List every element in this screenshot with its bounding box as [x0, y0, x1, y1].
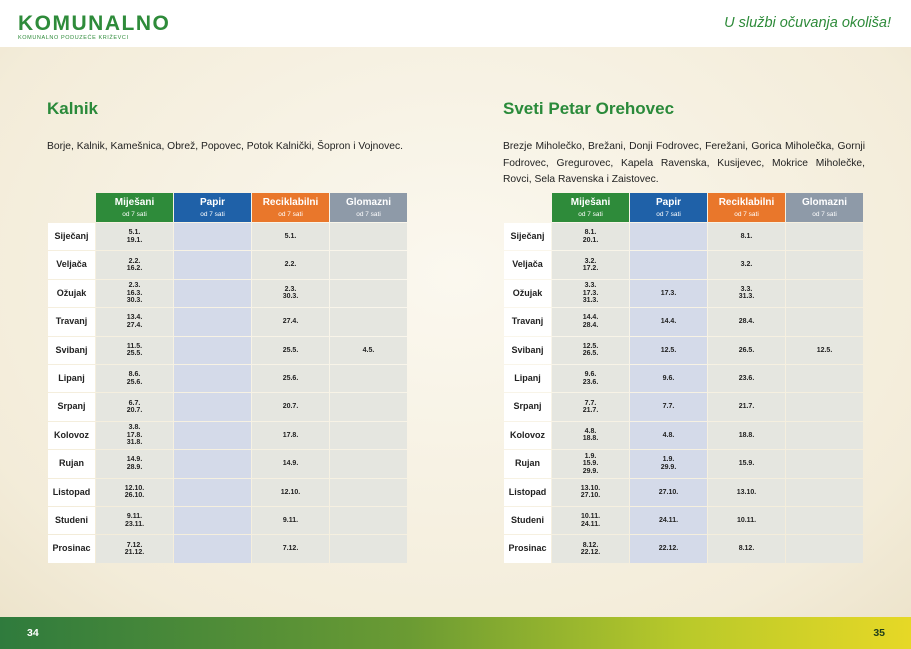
pickup-date: 14.9.	[126, 456, 143, 464]
pickup-cell	[252, 251, 329, 278]
month-label: Studeni	[504, 507, 551, 534]
pickup-cell	[252, 308, 329, 335]
pickup-cell	[708, 422, 785, 449]
month-label: Svibanj	[48, 337, 95, 364]
pickup-cell	[330, 507, 407, 534]
pickup-cell	[96, 223, 173, 250]
column-header	[96, 193, 173, 222]
section-places: Brezje Miholečko, Brežani, Donji Fodrovec, Ferežani, Gorica Miholečka, Gornji Fodrovec, Gregurovec, Kapela Ravenska, Kusijevec, Mokrice Miholečke, Rovci, Sela Ravenska i Zaistovec.	[503, 141, 865, 185]
pickup-date: 8.12.	[582, 541, 599, 549]
pickup-date: 23.6.	[582, 378, 599, 386]
pickup-cell	[96, 450, 173, 477]
page-number-right: 35	[873, 627, 885, 639]
pickup-cell	[552, 223, 629, 250]
pickup-date: 5.1.	[284, 232, 297, 240]
month-label: Listopad	[48, 479, 95, 506]
table-row	[48, 535, 407, 562]
pickup-date: 20.7.	[282, 403, 299, 411]
pickup-cell	[330, 337, 407, 364]
pickup-date: 20.1.	[582, 236, 599, 244]
pickup-cell	[330, 251, 407, 278]
header-corner	[48, 193, 95, 222]
pickup-date: 26.10.	[124, 492, 145, 500]
pickup-cell	[630, 393, 707, 420]
pickup-cell	[630, 251, 707, 278]
pickup-date: 12.5.	[816, 346, 833, 354]
pickup-date: 17.3.	[660, 289, 677, 297]
pickup-date: 24.11.	[580, 520, 601, 528]
pickup-cell	[708, 393, 785, 420]
table-row	[504, 223, 863, 250]
month-label: Lipanj	[48, 365, 95, 392]
pickup-date: 13.4.	[126, 314, 143, 322]
column-time: od 7 sati	[734, 211, 759, 218]
pickup-cell	[708, 337, 785, 364]
column-time: od 7 sati	[278, 211, 303, 218]
footer-bar	[0, 617, 911, 649]
pickup-cell	[330, 308, 407, 335]
month-label: Veljača	[48, 251, 95, 278]
pickup-date: 3.3.	[584, 282, 597, 290]
pickup-date: 4.5.	[362, 346, 375, 354]
pickup-cell	[96, 507, 173, 534]
table-row	[504, 393, 863, 420]
pickup-cell	[630, 223, 707, 250]
pickup-cell	[552, 535, 629, 562]
pickup-cell	[330, 393, 407, 420]
pickup-date: 25.5.	[126, 350, 143, 358]
pickup-cell	[552, 450, 629, 477]
pickup-cell	[174, 337, 251, 364]
pickup-cell	[708, 251, 785, 278]
pickup-date: 22.12.	[580, 548, 601, 556]
table-row	[48, 251, 407, 278]
column-label: Miješani	[570, 197, 611, 208]
pickup-date: 12.5.	[660, 346, 677, 354]
month-label: Prosinac	[504, 535, 551, 562]
pickup-cell	[786, 251, 863, 278]
pickup-date: 3.3.	[740, 286, 753, 294]
column-time: od 7 sati	[356, 211, 381, 218]
table-row	[504, 450, 863, 477]
pickup-date: 30.3.	[126, 297, 143, 305]
pickup-date: 7.12.	[126, 541, 143, 549]
pickup-cell	[252, 450, 329, 477]
pickup-cell	[252, 365, 329, 392]
pickup-date: 6.7.	[128, 399, 141, 407]
table-row	[48, 223, 407, 250]
pickup-date: 29.9.	[660, 463, 677, 471]
pickup-date: 23.11.	[124, 520, 145, 528]
pickup-cell	[552, 308, 629, 335]
pickup-date: 25.6.	[282, 374, 299, 382]
pickup-date: 16.3.	[126, 289, 143, 297]
pickup-date: 11.5.	[126, 342, 143, 350]
pickup-cell	[708, 479, 785, 506]
pickup-date: 31.3.	[738, 293, 755, 301]
tagline: U službi očuvanja okoliša!	[724, 15, 891, 31]
column-label: Papir	[655, 197, 681, 208]
column-header	[786, 193, 863, 222]
pickup-date: 20.7.	[126, 407, 143, 415]
pickup-date: 4.8.	[662, 431, 675, 439]
month-label: Rujan	[48, 450, 95, 477]
column-time: od 7 sati	[656, 211, 681, 218]
pickup-date: 15.9.	[738, 460, 755, 468]
table-row	[48, 479, 407, 506]
pickup-date: 28.4.	[738, 318, 755, 326]
pickup-date: 29.9.	[582, 467, 599, 475]
pickup-date: 4.8.	[584, 428, 597, 436]
pickup-cell	[96, 535, 173, 562]
pickup-date: 16.2.	[126, 265, 143, 273]
table-row	[504, 479, 863, 506]
pickup-date: 7.7.	[662, 403, 675, 411]
pickup-cell	[552, 280, 629, 307]
pickup-cell	[174, 280, 251, 307]
section-places: Borje, Kalnik, Kamešnica, Obrež, Popovec, Potok Kalnički, Šopron i Vojnovec.	[47, 141, 403, 152]
pickup-cell	[552, 479, 629, 506]
pickup-date: 13.10.	[736, 488, 757, 496]
pickup-cell	[330, 365, 407, 392]
column-time: od 7 sati	[578, 211, 603, 218]
pickup-cell	[630, 337, 707, 364]
top-bar	[0, 0, 911, 47]
pickup-date: 18.8.	[738, 431, 755, 439]
pickup-cell	[96, 422, 173, 449]
pickup-cell	[174, 251, 251, 278]
pickup-cell	[708, 223, 785, 250]
pickup-cell	[552, 393, 629, 420]
pickup-cell	[786, 422, 863, 449]
pickup-cell	[786, 365, 863, 392]
table-row	[48, 450, 407, 477]
pickup-cell	[96, 479, 173, 506]
pickup-date: 2.2.	[128, 257, 141, 265]
pickup-cell	[96, 365, 173, 392]
pickup-date: 18.8.	[582, 435, 599, 443]
table-row	[504, 422, 863, 449]
column-label: Miješani	[114, 197, 155, 208]
pickup-cell	[708, 450, 785, 477]
pickup-date: 1.9.	[662, 456, 675, 464]
table-row	[48, 280, 407, 307]
pickup-date: 31.8.	[126, 439, 143, 447]
pickup-date: 13.10.	[580, 484, 601, 492]
pickup-cell	[330, 422, 407, 449]
pickup-date: 17.8.	[126, 431, 143, 439]
pickup-cell	[708, 308, 785, 335]
pickup-date: 5.1.	[128, 229, 141, 237]
pickup-cell	[786, 450, 863, 477]
pickup-cell	[552, 337, 629, 364]
pickup-cell	[174, 365, 251, 392]
pickup-date: 10.11.	[580, 513, 601, 521]
column-header	[552, 193, 629, 222]
pickup-cell	[252, 223, 329, 250]
pickup-date: 27.10.	[658, 488, 679, 496]
section-sveti-petar-orehovec	[503, 99, 865, 185]
table-header-row	[504, 193, 863, 222]
pickup-cell	[252, 337, 329, 364]
table-row	[48, 507, 407, 534]
pickup-date: 25.6.	[126, 378, 143, 386]
pickup-date: 12.10.	[280, 488, 301, 496]
section-title: Sveti Petar Orehovec	[503, 99, 675, 118]
column-header	[252, 193, 329, 222]
pickup-date: 8.1.	[584, 229, 597, 237]
pickup-cell	[252, 393, 329, 420]
pickup-date: 31.3.	[582, 297, 599, 305]
pickup-date: 30.3.	[282, 293, 299, 301]
pickup-cell	[630, 535, 707, 562]
table-row	[48, 422, 407, 449]
pickup-cell	[786, 337, 863, 364]
month-label: Studeni	[48, 507, 95, 534]
pickup-cell	[96, 308, 173, 335]
pickup-date: 26.5.	[582, 350, 599, 358]
pickup-cell	[786, 223, 863, 250]
pickup-date: 8.12.	[738, 545, 755, 553]
month-label: Srpanj	[48, 393, 95, 420]
pickup-date: 27.4.	[126, 321, 143, 329]
pickup-cell	[708, 280, 785, 307]
pickup-cell	[552, 507, 629, 534]
month-label: Siječanj	[48, 223, 95, 250]
pickup-date: 24.11.	[658, 516, 679, 524]
pickup-cell	[330, 479, 407, 506]
table-row	[504, 507, 863, 534]
pickup-cell	[174, 308, 251, 335]
column-time: od 7 sati	[200, 211, 225, 218]
table-header-row	[48, 193, 407, 222]
pickup-date: 9.11.	[126, 513, 143, 521]
pickup-date: 17.2.	[582, 265, 599, 273]
pickup-date: 21.7.	[582, 407, 599, 415]
pickup-cell	[252, 535, 329, 562]
table-row	[504, 251, 863, 278]
pickup-date: 3.2.	[584, 257, 597, 265]
pickup-date: 14.4.	[660, 318, 677, 326]
pickup-cell	[174, 422, 251, 449]
table-row	[48, 337, 407, 364]
table-row	[48, 365, 407, 392]
pickup-date: 12.10.	[124, 484, 145, 492]
pickup-date: 17.8.	[282, 431, 299, 439]
pickup-cell	[174, 507, 251, 534]
table-row	[504, 535, 863, 562]
pickup-date: 9.11.	[282, 516, 299, 524]
pickup-cell	[630, 365, 707, 392]
month-label: Rujan	[504, 450, 551, 477]
pickup-cell	[786, 507, 863, 534]
pickup-cell	[330, 223, 407, 250]
pickup-cell	[630, 280, 707, 307]
pickup-cell	[708, 365, 785, 392]
pickup-date: 15.9.	[582, 460, 599, 468]
pickup-date: 19.1.	[126, 236, 143, 244]
table-row	[504, 280, 863, 307]
month-label: Siječanj	[504, 223, 551, 250]
pickup-date: 3.2.	[740, 261, 753, 269]
pickup-cell	[786, 479, 863, 506]
pickup-date: 8.1.	[740, 232, 753, 240]
pickup-date: 2.3.	[128, 282, 141, 290]
schedule-table-kalnik	[47, 192, 408, 564]
pickup-cell	[252, 422, 329, 449]
pickup-cell	[330, 280, 407, 307]
column-time: od 7 sati	[122, 211, 147, 218]
pickup-date: 3.8.	[128, 424, 141, 432]
pickup-cell	[252, 280, 329, 307]
pickup-cell	[252, 479, 329, 506]
month-label: Lipanj	[504, 365, 551, 392]
pickup-date: 9.6.	[584, 371, 597, 379]
schedule-table-sveti-petar-orehovec	[503, 192, 864, 564]
column-label: Reciklabilni	[262, 197, 319, 208]
pickup-cell	[174, 479, 251, 506]
pickup-cell	[786, 280, 863, 307]
pickup-cell	[786, 393, 863, 420]
month-label: Srpanj	[504, 393, 551, 420]
pickup-cell	[330, 450, 407, 477]
column-header	[330, 193, 407, 222]
pickup-date: 21.12.	[124, 548, 145, 556]
pickup-cell	[552, 422, 629, 449]
pickup-cell	[174, 393, 251, 420]
month-label: Ožujak	[48, 280, 95, 307]
pickup-date: 7.7.	[584, 399, 597, 407]
pickup-date: 23.6.	[738, 374, 755, 382]
pickup-date: 2.3.	[284, 286, 297, 294]
column-label: Glomazni	[345, 197, 391, 208]
header-corner	[504, 193, 551, 222]
section-title: Kalnik	[47, 99, 99, 118]
pickup-date: 9.6.	[662, 374, 675, 382]
pickup-cell	[552, 365, 629, 392]
table-row	[48, 308, 407, 335]
pickup-date: 17.3.	[582, 289, 599, 297]
pickup-date: 22.12.	[658, 545, 679, 553]
pickup-date: 21.7.	[738, 403, 755, 411]
pickup-cell	[252, 507, 329, 534]
pickup-cell	[174, 223, 251, 250]
column-header	[630, 193, 707, 222]
month-label: Prosinac	[48, 535, 95, 562]
table-row	[504, 337, 863, 364]
column-label: Glomazni	[801, 197, 847, 208]
pickup-date: 26.5.	[738, 346, 755, 354]
pickup-cell	[96, 251, 173, 278]
pickup-date: 10.11.	[736, 516, 757, 524]
month-label: Kolovoz	[504, 422, 551, 449]
pickup-date: 25.5.	[282, 346, 299, 354]
month-label: Travanj	[504, 308, 551, 335]
pickup-cell	[174, 450, 251, 477]
column-header	[174, 193, 251, 222]
column-header	[708, 193, 785, 222]
pickup-cell	[630, 507, 707, 534]
table-row	[48, 393, 407, 420]
pickup-cell	[330, 535, 407, 562]
pickup-cell	[630, 479, 707, 506]
pickup-cell	[96, 393, 173, 420]
pickup-date: 12.5.	[582, 342, 599, 350]
table-row	[504, 308, 863, 335]
pickup-cell	[96, 280, 173, 307]
logo-wordmark: KOMUNALNO	[18, 12, 171, 35]
pickup-cell	[708, 535, 785, 562]
column-label: Papir	[199, 197, 225, 208]
logo-subtitle: KOMUNALNO PODUZEĆE KRIŽEVCI	[18, 35, 129, 41]
pickup-cell	[708, 507, 785, 534]
pickup-cell	[786, 308, 863, 335]
month-label: Veljača	[504, 251, 551, 278]
pickup-date: 28.4.	[582, 321, 599, 329]
pickup-date: 28.9.	[126, 463, 143, 471]
month-label: Kolovoz	[48, 422, 95, 449]
pickup-date: 27.10.	[580, 492, 601, 500]
month-label: Listopad	[504, 479, 551, 506]
month-label: Ožujak	[504, 280, 551, 307]
page-number-left: 34	[27, 627, 39, 639]
column-time: od 7 sati	[812, 211, 837, 218]
pickup-cell	[786, 535, 863, 562]
pickup-cell	[630, 450, 707, 477]
pickup-date: 2.2.	[284, 261, 297, 269]
pickup-date: 7.12.	[282, 545, 299, 553]
pickup-cell	[630, 308, 707, 335]
pickup-cell	[552, 251, 629, 278]
table-row	[504, 365, 863, 392]
pickup-date: 8.6.	[128, 371, 141, 379]
pickup-date: 14.9.	[282, 460, 299, 468]
pickup-date: 1.9.	[584, 452, 597, 460]
pickup-cell	[630, 422, 707, 449]
section-kalnik	[47, 99, 409, 185]
pickup-cell	[96, 337, 173, 364]
column-label: Reciklabilni	[718, 197, 775, 208]
pickup-cell	[174, 535, 251, 562]
month-label: Travanj	[48, 308, 95, 335]
komunalno-logo	[18, 13, 170, 41]
month-label: Svibanj	[504, 337, 551, 364]
pickup-date: 27.4.	[282, 318, 299, 326]
pickup-date: 14.4.	[582, 314, 599, 322]
